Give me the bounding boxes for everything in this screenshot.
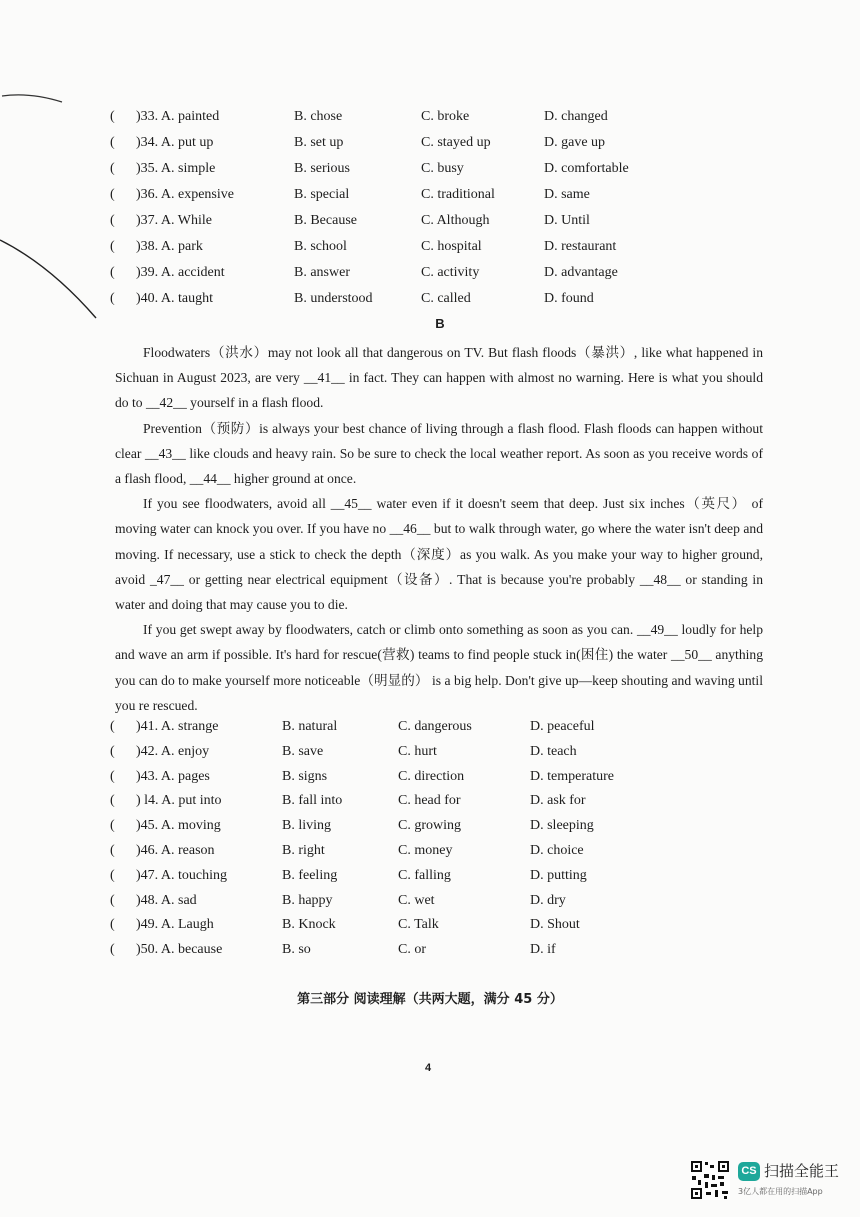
scanner-app-name: 扫描全能王 [764,1162,840,1180]
answer-blank: ( [110,719,115,734]
option-b: B. happy [282,892,333,908]
question-row [110,839,750,864]
option-d: D. if [530,942,556,958]
option-c: C. money [398,842,453,858]
option-b: B. Knock [282,917,336,933]
option-b: B. Because [294,213,357,228]
answer-blank: ( [110,239,115,254]
answer-blank: ( [110,743,115,759]
option-d: D. teach [530,743,577,759]
answer-blank: ( [110,867,115,883]
answer-blank: ( [110,942,115,958]
option-b: B. serious [294,161,350,176]
option-d: D. found [544,291,594,306]
question-row [110,286,750,312]
option-b: B. set up [294,135,344,150]
option-c: C. dangerous [398,719,472,734]
option-d: D. same [544,187,590,202]
passage-paragraph-1: Floodwaters（洪水）may not look all that dangerous on TV. But flash floods（暴洪）, like what happened in Sichuan in August 2023, are very __41__ in fact. They can happen with almost no warning. Here is what you should do to __42__ yourself in a flash flood. [115,345,763,411]
answer-blank: ( [110,818,115,834]
option-d: D. sleeping [530,818,594,834]
option-d: D. changed [544,109,608,124]
answer-blank: ( [110,213,115,228]
answer-blank: ( [110,793,115,809]
scanner-tagline: 3亿人都在用的扫描App [738,1187,823,1196]
option-c: C. growing [398,818,461,834]
question-option-a: ) l4. A. put into [136,793,222,809]
camscanner-logo-icon: CS [738,1162,760,1181]
question-option-a: )37. A. While [136,213,212,228]
option-b: B. answer [294,265,350,280]
question-row [110,104,750,130]
question-option-a: )38. A. park [136,239,203,254]
option-b: B. understood [294,291,373,306]
answer-blank: ( [110,161,115,176]
passage-paragraph-2: Prevention（预防）is always your best chance of living through a flash flood. Flash floods can happen without clear __43__ like clouds and heavy rain. So be sure to check the local weather report. As soon as you receive words of a flash flood, __44__ higher ground at once. [115,420,763,487]
question-option-a: )39. A. accident [136,265,225,280]
question-option-a: )40. A. taught [136,291,213,306]
question-row [110,814,750,839]
passage-paragraph-4: If you get swept away by floodwaters, catch or climb onto something as soon as you can. __49__ loudly for help and wave an arm if possible. It's hard for rescue(营救) teams to find people stuck in(困住) the water __50__ anything you can do to make yourself more noticeable（明显的） is a big help. Don't give up—keep shouting and waving until you re rescued. [115,622,763,713]
question-option-a: )45. A. moving [136,818,221,834]
option-c: C. busy [421,161,464,176]
question-row [110,913,750,938]
section-b-label: B [435,316,445,331]
answer-blank: ( [110,265,115,280]
option-b: B. so [282,942,311,958]
question-row [110,715,750,740]
question-row [110,260,750,286]
option-c: C. activity [421,265,480,280]
cloze-passage [115,340,763,718]
option-b: B. signs [282,768,328,784]
answer-blank: ( [110,109,115,124]
question-option-a: )35. A. simple [136,161,216,176]
scan-artifact-line [0,80,120,420]
option-c: C. wet [398,892,435,908]
answer-blank: ( [110,842,115,858]
option-d: D. ask for [530,793,586,809]
qr-code-icon [690,1160,730,1200]
question-option-a: )46. A. reason [136,842,215,858]
option-c: C. stayed up [421,135,491,150]
question-option-a: )50. A. because [136,942,223,958]
option-b: B. right [282,842,325,858]
question-row [110,938,750,963]
question-row [110,740,750,765]
option-d: D. gave up [544,135,606,150]
part-three-heading: 第三部分 阅读理解（共两大题，满分 45 分） [297,992,563,1007]
question-row [110,889,750,914]
option-c: C. hospital [421,239,482,254]
option-d: D. Until [544,213,590,228]
option-c: C. or [398,942,426,958]
option-c: C. called [421,291,471,306]
answer-blank: ( [110,892,115,908]
question-option-a: )43. A. pages [136,768,210,784]
option-c: C. broke [421,109,470,124]
question-row [110,765,750,790]
option-d: D. peaceful [530,719,595,734]
option-d: D. dry [530,892,566,908]
option-d: D. putting [530,867,587,883]
question-option-a: )36. A. expensive [136,187,234,202]
passage-paragraph-3: If you see floodwaters, avoid all __45__ water even if it doesn't seem that deep. Just six inches（英尺） of moving water can knock you over. If you have no __46__ but to walk through water, go where the water isn't deep and moving. If necessary, use a stick to check the depth（深度）as you walk. As you make your way to higher ground, avoid _47__ or getting near electrical equipment（设备）. That is because you're probably __48__ or standing in water and doing that may cause you to die. [115,496,763,613]
options-41-50 [110,715,750,963]
question-row [110,864,750,889]
option-b: B. living [282,818,332,834]
question-row [110,130,750,156]
option-d: D. temperature [530,768,614,784]
option-d: D. Shout [530,917,580,933]
option-b: B. special [294,187,350,202]
question-option-a: )41. A. strange [136,719,219,734]
option-c: C. direction [398,768,465,784]
option-c: C. traditional [421,187,495,202]
question-option-a: )48. A. sad [136,892,197,908]
option-c: C. falling [398,867,451,883]
option-d: D. restaurant [544,239,617,254]
answer-blank: ( [110,768,115,784]
question-row [110,156,750,182]
question-row [110,208,750,234]
option-d: D. choice [530,842,584,858]
question-option-a: )49. A. Laugh [136,917,214,933]
question-option-a: )47. A. touching [136,867,227,883]
question-option-a: )34. A. put up [136,135,214,150]
option-d: D. advantage [544,265,618,280]
option-c: C. Although [421,213,490,228]
answer-blank: ( [110,917,115,933]
option-b: B. fall into [282,793,343,809]
option-c: C. head for [398,793,461,809]
question-row [110,182,750,208]
question-row [110,234,750,260]
question-row [110,789,750,814]
question-option-a: )33. A. painted [136,109,220,124]
option-b: B. school [294,239,347,254]
option-b: B. natural [282,719,338,734]
answer-blank: ( [110,187,115,202]
option-d: D. comfortable [544,161,629,176]
answer-blank: ( [110,135,115,150]
option-b: B. chose [294,109,343,124]
option-b: B. save [282,743,324,759]
question-option-a: )42. A. enjoy [136,743,210,759]
option-c: C. hurt [398,743,437,759]
option-c: C. Talk [398,917,439,933]
option-b: B. feeling [282,867,338,883]
page-number: 4 [424,1062,432,1074]
options-33-40 [110,104,750,312]
answer-blank: ( [110,291,115,306]
